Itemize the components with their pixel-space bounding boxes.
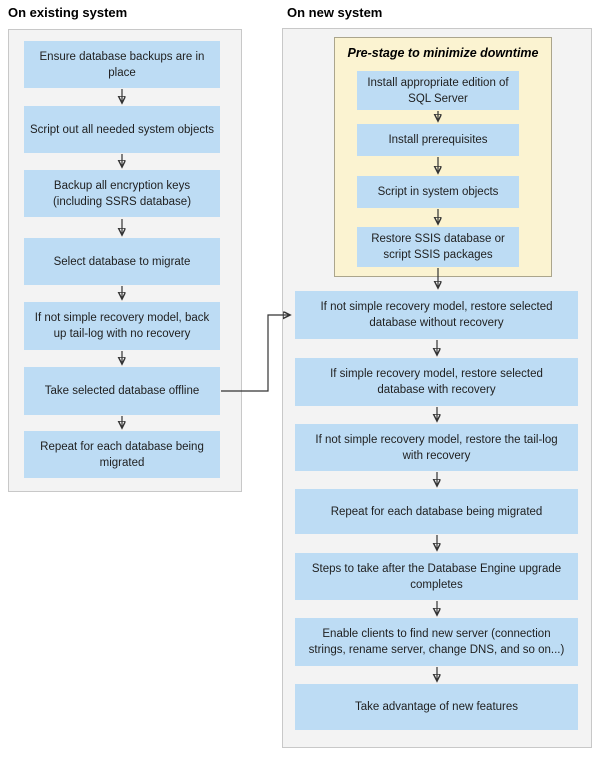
right-panel-title: On new system [287,5,383,20]
node-repeat-each-database: Repeat for each database being migrated [24,431,220,478]
node-backup-encryption-keys: Backup all encryption keys (including SSRS database) [24,170,220,217]
node-ensure-backups: Ensure database backups are in place [24,41,220,88]
prestage-title: Pre-stage to minimize downtime [347,46,539,60]
node-new-features: Take advantage of new features [295,684,578,730]
node-post-upgrade-steps: Steps to take after the Database Engine upgrade completes [295,553,578,600]
node-select-database: Select database to migrate [24,238,220,285]
node-script-in-system-objects: Script in system objects [357,176,519,208]
node-enable-clients: Enable clients to find new server (connection strings, rename server, change DNS, and so on...) [295,618,578,666]
node-install-prerequisites: Install prerequisites [357,124,519,156]
node-take-database-offline: Take selected database offline [24,367,220,415]
node-install-sql-server: Install appropriate edition of SQL Server [357,71,519,110]
node-script-out-system-objects: Script out all needed system objects [24,106,220,153]
node-restore-with-recovery: If simple recovery model, restore selected database with recovery [295,358,578,406]
node-restore-without-recovery: If not simple recovery model, restore selected database without recovery [295,291,578,339]
node-restore-tail-log: If not simple recovery model, restore the tail-log with recovery [295,424,578,471]
left-panel-title: On existing system [8,5,128,20]
node-repeat-each-database-new: Repeat for each database being migrated [295,489,578,534]
node-backup-tail-log: If not simple recovery model, back up tail-log with no recovery [24,302,220,350]
node-restore-ssis: Restore SSIS database or script SSIS packages [357,227,519,267]
